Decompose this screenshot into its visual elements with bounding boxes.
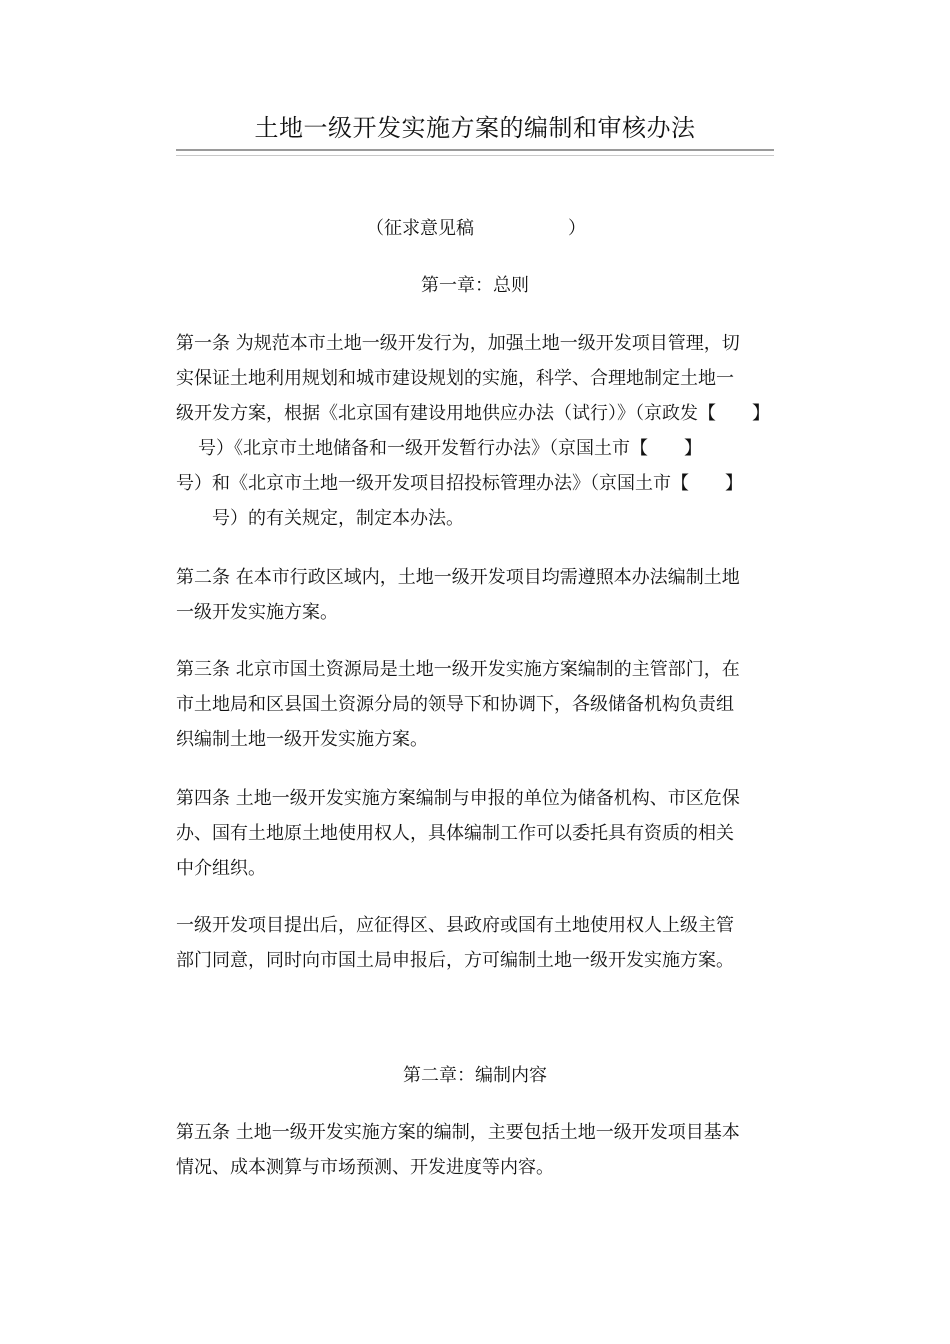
article-3-line: 第三条 北京市国土资源局是土地一级开发实施方案编制的主管部门，在 bbox=[176, 659, 740, 680]
draft-note-close: ） bbox=[568, 218, 586, 239]
article-2-line: 一级开发实施方案。 bbox=[176, 602, 338, 623]
article-4 bbox=[176, 781, 776, 886]
article-1-line: 号）《北京市土地储备和一级开发暂行办法》（京国土市【 】 bbox=[180, 438, 702, 459]
article-4-supplement-line: 部门同意，同时向市国土局申报后，方可编制土地一级开发实施方案。 bbox=[176, 950, 734, 971]
article-4-supplement bbox=[176, 908, 776, 978]
article-1-line: 号）和《北京市土地一级开发项目招投标管理办法》（京国土市【 】 bbox=[176, 473, 743, 494]
article-2 bbox=[176, 560, 776, 630]
chapter-heading-2: 第二章：编制内容 bbox=[403, 1065, 547, 1086]
title-underline bbox=[176, 149, 774, 156]
article-1-line: 第一条 为规范本市土地一级开发行为，加强土地一级开发项目管理，切 bbox=[176, 333, 740, 354]
article-1-line: 号）的有关规定，制定本办法。 bbox=[212, 508, 464, 529]
article-5 bbox=[176, 1115, 776, 1185]
draft-note-text: （征求意见稿 bbox=[366, 218, 474, 239]
article-5-line: 情况、成本测算与市场预测、开发进度等内容。 bbox=[176, 1157, 554, 1178]
article-5-line: 第五条 土地一级开发实施方案的编制，主要包括土地一级开发项目基本 bbox=[176, 1122, 740, 1143]
article-1 bbox=[176, 326, 776, 536]
article-4-line: 第四条 土地一级开发实施方案编制与申报的单位为储备机构、市区危保 bbox=[176, 788, 740, 809]
article-1-line: 实保证土地利用规划和城市建设规划的实施，科学、合理地制定土地一 bbox=[176, 368, 734, 389]
article-4-line: 办、国有土地原土地使用权人，具体编制工作可以委托具有资质的相关 bbox=[176, 823, 734, 844]
article-3-line: 市土地局和区县国土资源分局的领导下和协调下，各级储备机构负责组 bbox=[176, 694, 734, 715]
article-4-line: 中介组织。 bbox=[176, 858, 266, 879]
article-3-line: 织编制土地一级开发实施方案。 bbox=[176, 729, 428, 750]
article-1-line: 级开发方案，根据《北京国有建设用地供应办法（试行）》（京政发【 】 bbox=[176, 403, 770, 424]
article-2-line: 第二条 在本市行政区域内，土地一级开发项目均需遵照本办法编制土地 bbox=[176, 567, 740, 588]
article-3 bbox=[176, 652, 776, 757]
chapter-heading-1: 第一章：总则 bbox=[421, 275, 529, 296]
article-4-supplement-line: 一级开发项目提出后，应征得区、县政府或国有土地使用权人上级主管 bbox=[176, 915, 734, 936]
document-title: 土地一级开发实施方案的编制和审核办法 bbox=[254, 114, 696, 142]
